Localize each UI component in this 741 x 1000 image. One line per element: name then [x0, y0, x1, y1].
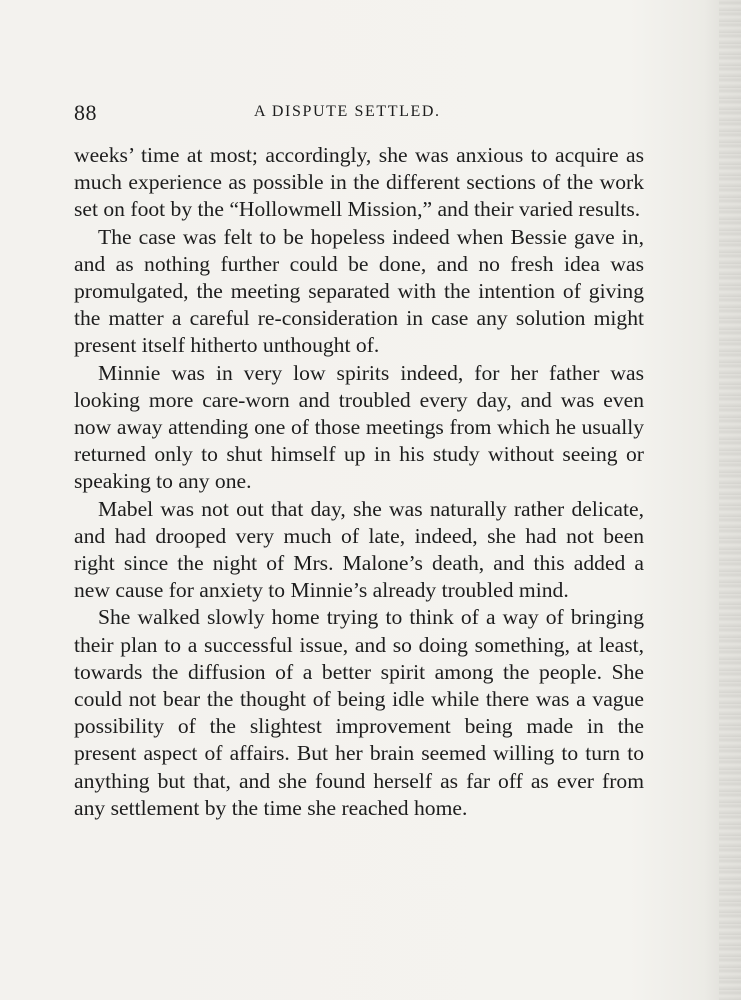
- paragraph-4: Mabel was not out that day, she was naturally rather delicate, and had drooped very much of late, indeed, she had not been right since the night of Mrs. Malone’s death, and this added a new cause for anxiety to Minnie’s already troubled mind.: [74, 496, 644, 603]
- body-text: [74, 142, 644, 822]
- page-number: 88: [74, 100, 97, 125]
- paragraph-1: weeks’ time at most; accordingly, she was anxious to acquire as much experience as possible in the different sections of the work set on foot by the “Hollowmell Mission,” and their varied results.: [74, 143, 644, 222]
- paragraph-5: She walked slowly home trying to think of a way of bringing their plan to a successful issue, and so doing something, at least, towards the diffusion of a better spirit among the people. She could not bear the thought of being idle while there was a vague possibility of the slightest improvement being made in the present aspect of affairs. But her brain seemed willing to turn to anything but that, and she found herself as far off as ever from any settlement by the time she reached home.: [74, 605, 644, 820]
- page-header-title: A DISPUTE SETTLED.: [254, 103, 441, 120]
- running-head: [74, 100, 644, 130]
- page-edge-shadow: [719, 0, 741, 1000]
- paragraph-3: Minnie was in very low spirits indeed, for her father was looking more care-worn and troubled every day, and was even now away attending one of those meetings from which he usually returned only to shut himself up in his study without seeing or speaking to any one.: [74, 360, 644, 494]
- paragraph-2: The case was felt to be hopeless indeed when Bessie gave in, and as nothing further could be done, and no fresh idea was promulgated, the meeting separated with the intention of giving the matter a careful re-consideration in case any solution might present itself hitherto unthought of.: [74, 224, 644, 358]
